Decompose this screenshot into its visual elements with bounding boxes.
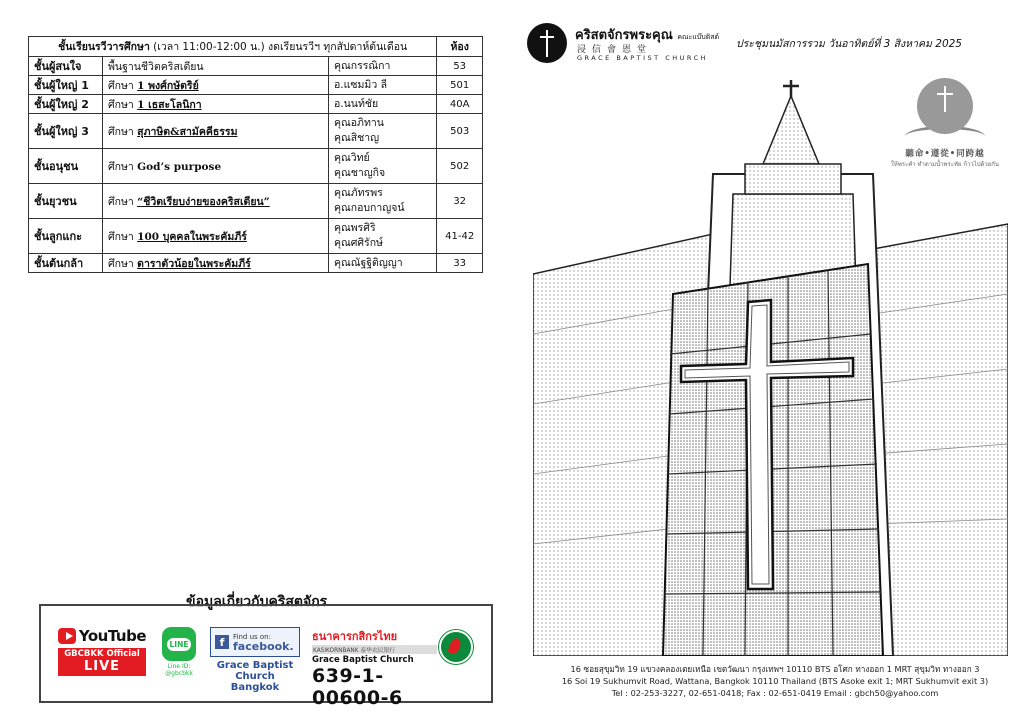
kasikorn-leaf-icon [439,630,473,664]
facebook-find: Find us on: [233,633,271,641]
room-number: 53 [437,57,483,76]
study-cell [102,149,328,184]
facebook-icon: f [215,635,229,649]
church-name-th-text: คริสตจักรพระคุณ [575,28,673,43]
class-name: ชั้นยุวชน [29,184,103,219]
church-address [530,663,1020,699]
bank-account-name: Grace Baptist Church [312,655,414,665]
study-text: ศึกษา [107,195,138,208]
line-block[interactable] [159,627,199,677]
table-title-bold: ชั้นเรียนรวีวารศึกษา [58,41,150,53]
facebook-page-name: Grace Baptist Church Bangkok [216,660,294,693]
table-row [29,57,483,76]
room-number: 41-42 [437,219,483,254]
youtube-play-icon [58,628,76,644]
table-header-row [29,37,483,57]
study-cell [102,184,328,219]
room-number: 502 [437,149,483,184]
room-header: ห้อง [437,37,483,57]
church-cross-logo-icon [527,23,567,63]
youtube-logo [58,627,146,645]
teacher: คุณภัทรพร [333,187,383,199]
study-cell [102,219,328,254]
mission-motto-th: ให้พระคำ ทำตามน้ำพระทัย ก้าวไปด้วยกัน [890,161,1000,168]
class-name: ชั้นอนุชน [29,149,103,184]
address-en: 16 Soi 19 Sukhumvit Road, Wattana, Bangkok 10110 Thailand (BTS Asoke exit 1; MRT Sukhumvit exit 3) [561,676,989,686]
table-row [29,149,483,184]
study-text: พื้นฐานชีวิตคริสเตียน [107,60,204,73]
class-name: ชั้นผู้ใหญ่ 1 [29,76,103,95]
study-topic: 100 บุคคลในพระคัมภีร์ [137,230,247,243]
class-name: ชั้นต้นกล้า [29,254,103,273]
youtube-live-badge [58,648,146,676]
table-title-rest: (เวลา 11:00-12:00 น.) งดเรียนรวีฯ ทุกสัปดาห์ต้นเดือน [149,41,408,53]
room-number: 40A [437,95,483,114]
table-row [29,254,483,273]
study-text: ศึกษา [107,160,138,173]
mission-motto-cn: 聽命•遵從•同跨越 [905,149,985,159]
bank-name-th: ธนาคารกสิกรไทย [312,630,398,643]
study-topic: 1 พงศ์กษัตริย์ [137,79,199,92]
facebook-word: facebook. [233,640,294,653]
service-title: ประชุมนมัสการรวม วันอาทิตย์ที่ 3 สิงหาคม 2025 [736,38,962,50]
teacher: อ.นนท์ชัย [328,95,436,114]
youtube-channel: GBCBKK Official [64,649,140,659]
table-row [29,219,483,254]
church-building-illustration [533,74,1008,656]
study-text: ศึกษา [107,98,138,111]
room-number: 33 [437,254,483,273]
table-row [29,95,483,114]
bank-account-number: 639-1-00600-6 [312,665,403,709]
address-th: 16 ซอยสุขุมวิท 19 แขวงคลองเตยเหนือ เขตวัฒนา กรุงเทพฯ 10110 BTS อโศก ทางออก 1 MRT สุขุมวิท ทางออก 3 [570,664,980,674]
facebook-text [233,632,294,652]
study-cell [102,76,328,95]
study-topic: “ชีวิตเรียบง่ายของคริสเตียน” [137,195,270,208]
line-icon [162,627,196,661]
room-number: 32 [437,184,483,219]
teacher: คุณสิชาญ [333,132,380,144]
teacher: คุณกอบกาญจน์ [333,202,405,214]
study-topic: God’s purpose [137,160,222,173]
teacher: คุณกรรณิกา [328,57,436,76]
room-number: 503 [437,114,483,149]
teacher-cell [328,219,436,254]
teacher: คุณวิทย์ [333,152,370,164]
class-name: ชั้นผู้ใหญ่ 3 [29,114,103,149]
study-cell [102,95,328,114]
contact-line: Tel : 02-253-3227, 02-651-0418; Fax : 02-651-0419 Email : gbch50@yahoo.com [611,688,939,698]
teacher-cell [328,184,436,219]
teacher: คุณศศิรักษ์ [333,237,383,249]
class-name: ชั้นผู้ใหญ่ 2 [29,95,103,114]
table-title [29,37,437,57]
church-name-sub: คณะแบ๊บติสต์ [677,33,720,41]
study-topic: ดาราตัวน้อยในพระคัมภีร์ [137,257,251,270]
youtube-live: LIVE [83,659,121,674]
line-logo-text: LINE [167,638,192,651]
study-text: ศึกษา [107,79,138,92]
church-name-cn: 浸信會恩堂 [577,45,653,55]
study-text: ศึกษา [107,257,138,270]
table-row [29,76,483,95]
teacher-cell [328,114,436,149]
class-name: ชั้นลูกแกะ [29,219,103,254]
teacher: คุณอภิทาน [333,117,384,129]
study-cell [102,114,328,149]
facebook-badge [210,627,300,657]
study-topic: 1 เธสะโลนิกา [137,98,202,111]
youtube-block[interactable] [58,627,146,685]
church-name-en: GRACE BAPTIST CHURCH [577,54,709,62]
teacher-cell [328,149,436,184]
study-text: ศึกษา [107,230,138,243]
bank-name-en: KASIKORNBANK 泰华农民银行 [312,645,437,654]
teacher: คุณณัฐฐิติญญา [328,254,436,273]
church-info-box [39,604,493,709]
study-topic: สุภาษิต&สามัคคีธรรม [137,125,238,138]
bank-block [312,627,437,709]
facebook-block[interactable] [210,627,300,693]
teacher: คุณพรศิริ [333,222,376,234]
study-cell [102,254,328,273]
class-schedule-table [28,36,483,273]
table-row [29,184,483,219]
youtube-word: YouTube [78,627,146,645]
info-title: ข้อมูลเกี่ยวกับคริสตจักร [186,594,328,610]
study-text: ศึกษา [107,125,138,138]
table-row [29,114,483,149]
teacher: อ.แซมมิว ลี [328,76,436,95]
teacher: คุณชาญกิจ [333,167,386,179]
room-number: 501 [437,76,483,95]
line-id: Line ID: @gbcbkk [165,663,193,677]
class-name: ชั้นผู้สนใจ [29,57,103,76]
study-cell [102,57,328,76]
